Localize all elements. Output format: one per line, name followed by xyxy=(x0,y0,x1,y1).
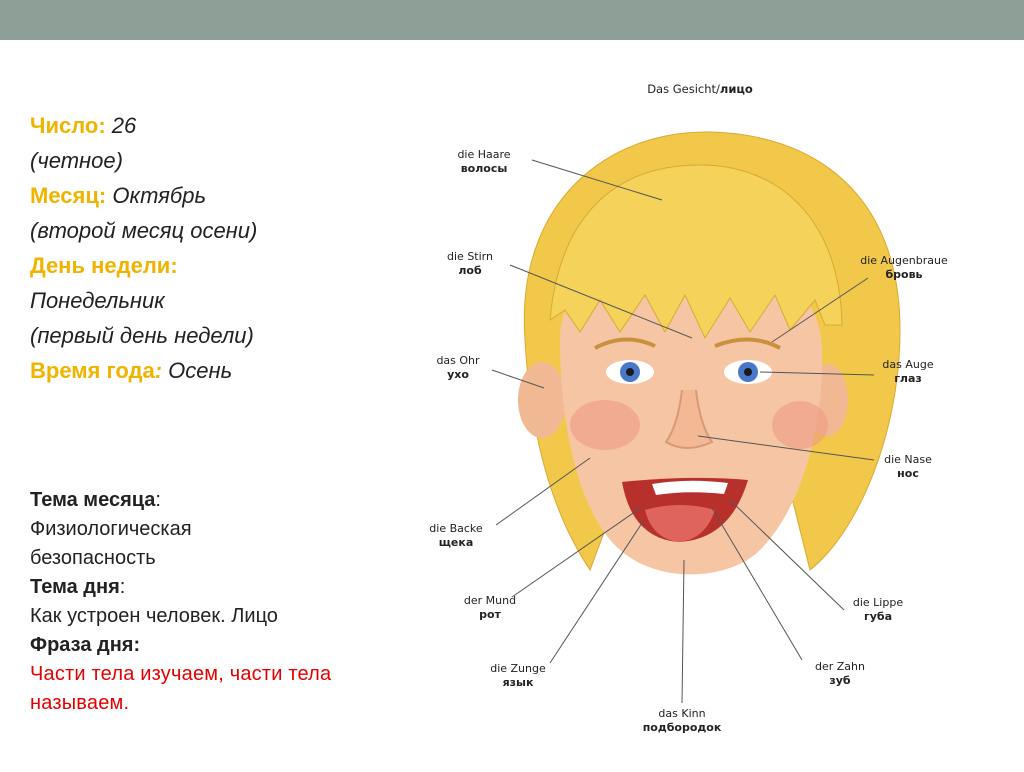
day-themes xyxy=(30,486,410,718)
label-tooth xyxy=(780,660,900,688)
label-eye-de: das Auge xyxy=(882,358,934,371)
number-line xyxy=(30,108,410,143)
label-nose-de: die Nase xyxy=(884,453,932,466)
label-lip-ru: губа xyxy=(863,610,893,623)
label-eye xyxy=(848,358,968,386)
weekday-label: День недели: xyxy=(30,253,178,278)
month-theme-heading: Тема месяца: xyxy=(30,489,161,511)
month-value: Октябрь xyxy=(112,183,207,208)
season-value: Осень xyxy=(168,358,233,383)
label-ear-de: das Ohr xyxy=(436,354,480,367)
label-lip xyxy=(818,596,938,624)
label-cheek-de: die Backe xyxy=(429,522,483,535)
label-chin xyxy=(622,707,742,735)
label-cheek xyxy=(396,522,516,550)
day-theme-label: Тема дня xyxy=(30,576,120,598)
month-theme-label: Тема месяца xyxy=(30,489,156,511)
day-theme-value: Как устроен человек. Лицо xyxy=(30,605,278,627)
right-pupil xyxy=(744,368,752,376)
left-cheek xyxy=(570,400,640,450)
season-label: Время года xyxy=(30,358,155,383)
month-line xyxy=(30,178,410,213)
weekday-value: Понедельник xyxy=(30,288,165,313)
label-chin-ru: подбородок xyxy=(642,721,722,734)
day-theme-heading: Тема дня: xyxy=(30,576,126,598)
left-ear xyxy=(518,362,566,438)
label-forehead xyxy=(410,250,530,278)
slide-top-bar xyxy=(0,0,1024,40)
title-de: Das Gesicht xyxy=(647,82,717,96)
left-pupil xyxy=(626,368,634,376)
title-ru: лицо xyxy=(719,82,753,96)
diagram-title: Das Gesicht/лицо xyxy=(647,82,753,96)
label-eyebrow xyxy=(834,254,974,282)
number-note: (четное) xyxy=(30,148,123,173)
label-ear xyxy=(398,354,518,382)
label-tongue-de: die Zunge xyxy=(490,662,546,675)
label-tooth-ru: зуб xyxy=(829,674,851,687)
right-cheek xyxy=(772,401,828,449)
season-colon: : xyxy=(154,358,163,383)
label-nose xyxy=(848,453,968,481)
label-lip-de: die Lippe xyxy=(852,596,904,609)
label-cheek-ru: щека xyxy=(438,536,474,549)
label-eyebrow-ru: бровь xyxy=(885,268,923,281)
label-tongue xyxy=(458,662,578,690)
phrase-label: Фраза дня: xyxy=(30,634,141,656)
label-chin-de: das Kinn xyxy=(658,707,706,720)
label-forehead-de: die Stirn xyxy=(447,250,493,263)
label-eyebrow-de: die Augenbraue xyxy=(860,254,948,267)
label-eye-ru: глаз xyxy=(894,372,922,385)
season-line xyxy=(30,353,410,388)
label-mouth xyxy=(430,594,550,622)
label-mouth-ru: рот xyxy=(479,608,501,621)
label-hair-de: die Haare xyxy=(457,148,511,161)
month-theme-value: Физиологическая безопасность xyxy=(30,518,192,569)
month-note: (второй месяц осени) xyxy=(30,218,258,243)
label-mouth-de: der Mund xyxy=(463,594,517,607)
label-tooth-de: der Zahn xyxy=(815,660,865,673)
number-value: 26 xyxy=(111,113,137,138)
face-diagram xyxy=(430,70,1024,767)
month-label: Месяц: xyxy=(30,183,107,208)
calendar-info xyxy=(30,108,410,388)
label-hair-ru: волосы xyxy=(460,162,508,175)
label-hair xyxy=(424,148,544,176)
label-nose-ru: нос xyxy=(897,467,919,480)
number-label: Число: xyxy=(30,113,106,138)
label-ear-ru: ухо xyxy=(447,368,469,381)
label-tongue-ru: язык xyxy=(502,676,534,689)
phrase-value: Части тела изучаем, части тела называем. xyxy=(30,663,332,714)
weekday-note: (первый день недели) xyxy=(30,323,254,348)
label-forehead-ru: лоб xyxy=(458,264,482,277)
